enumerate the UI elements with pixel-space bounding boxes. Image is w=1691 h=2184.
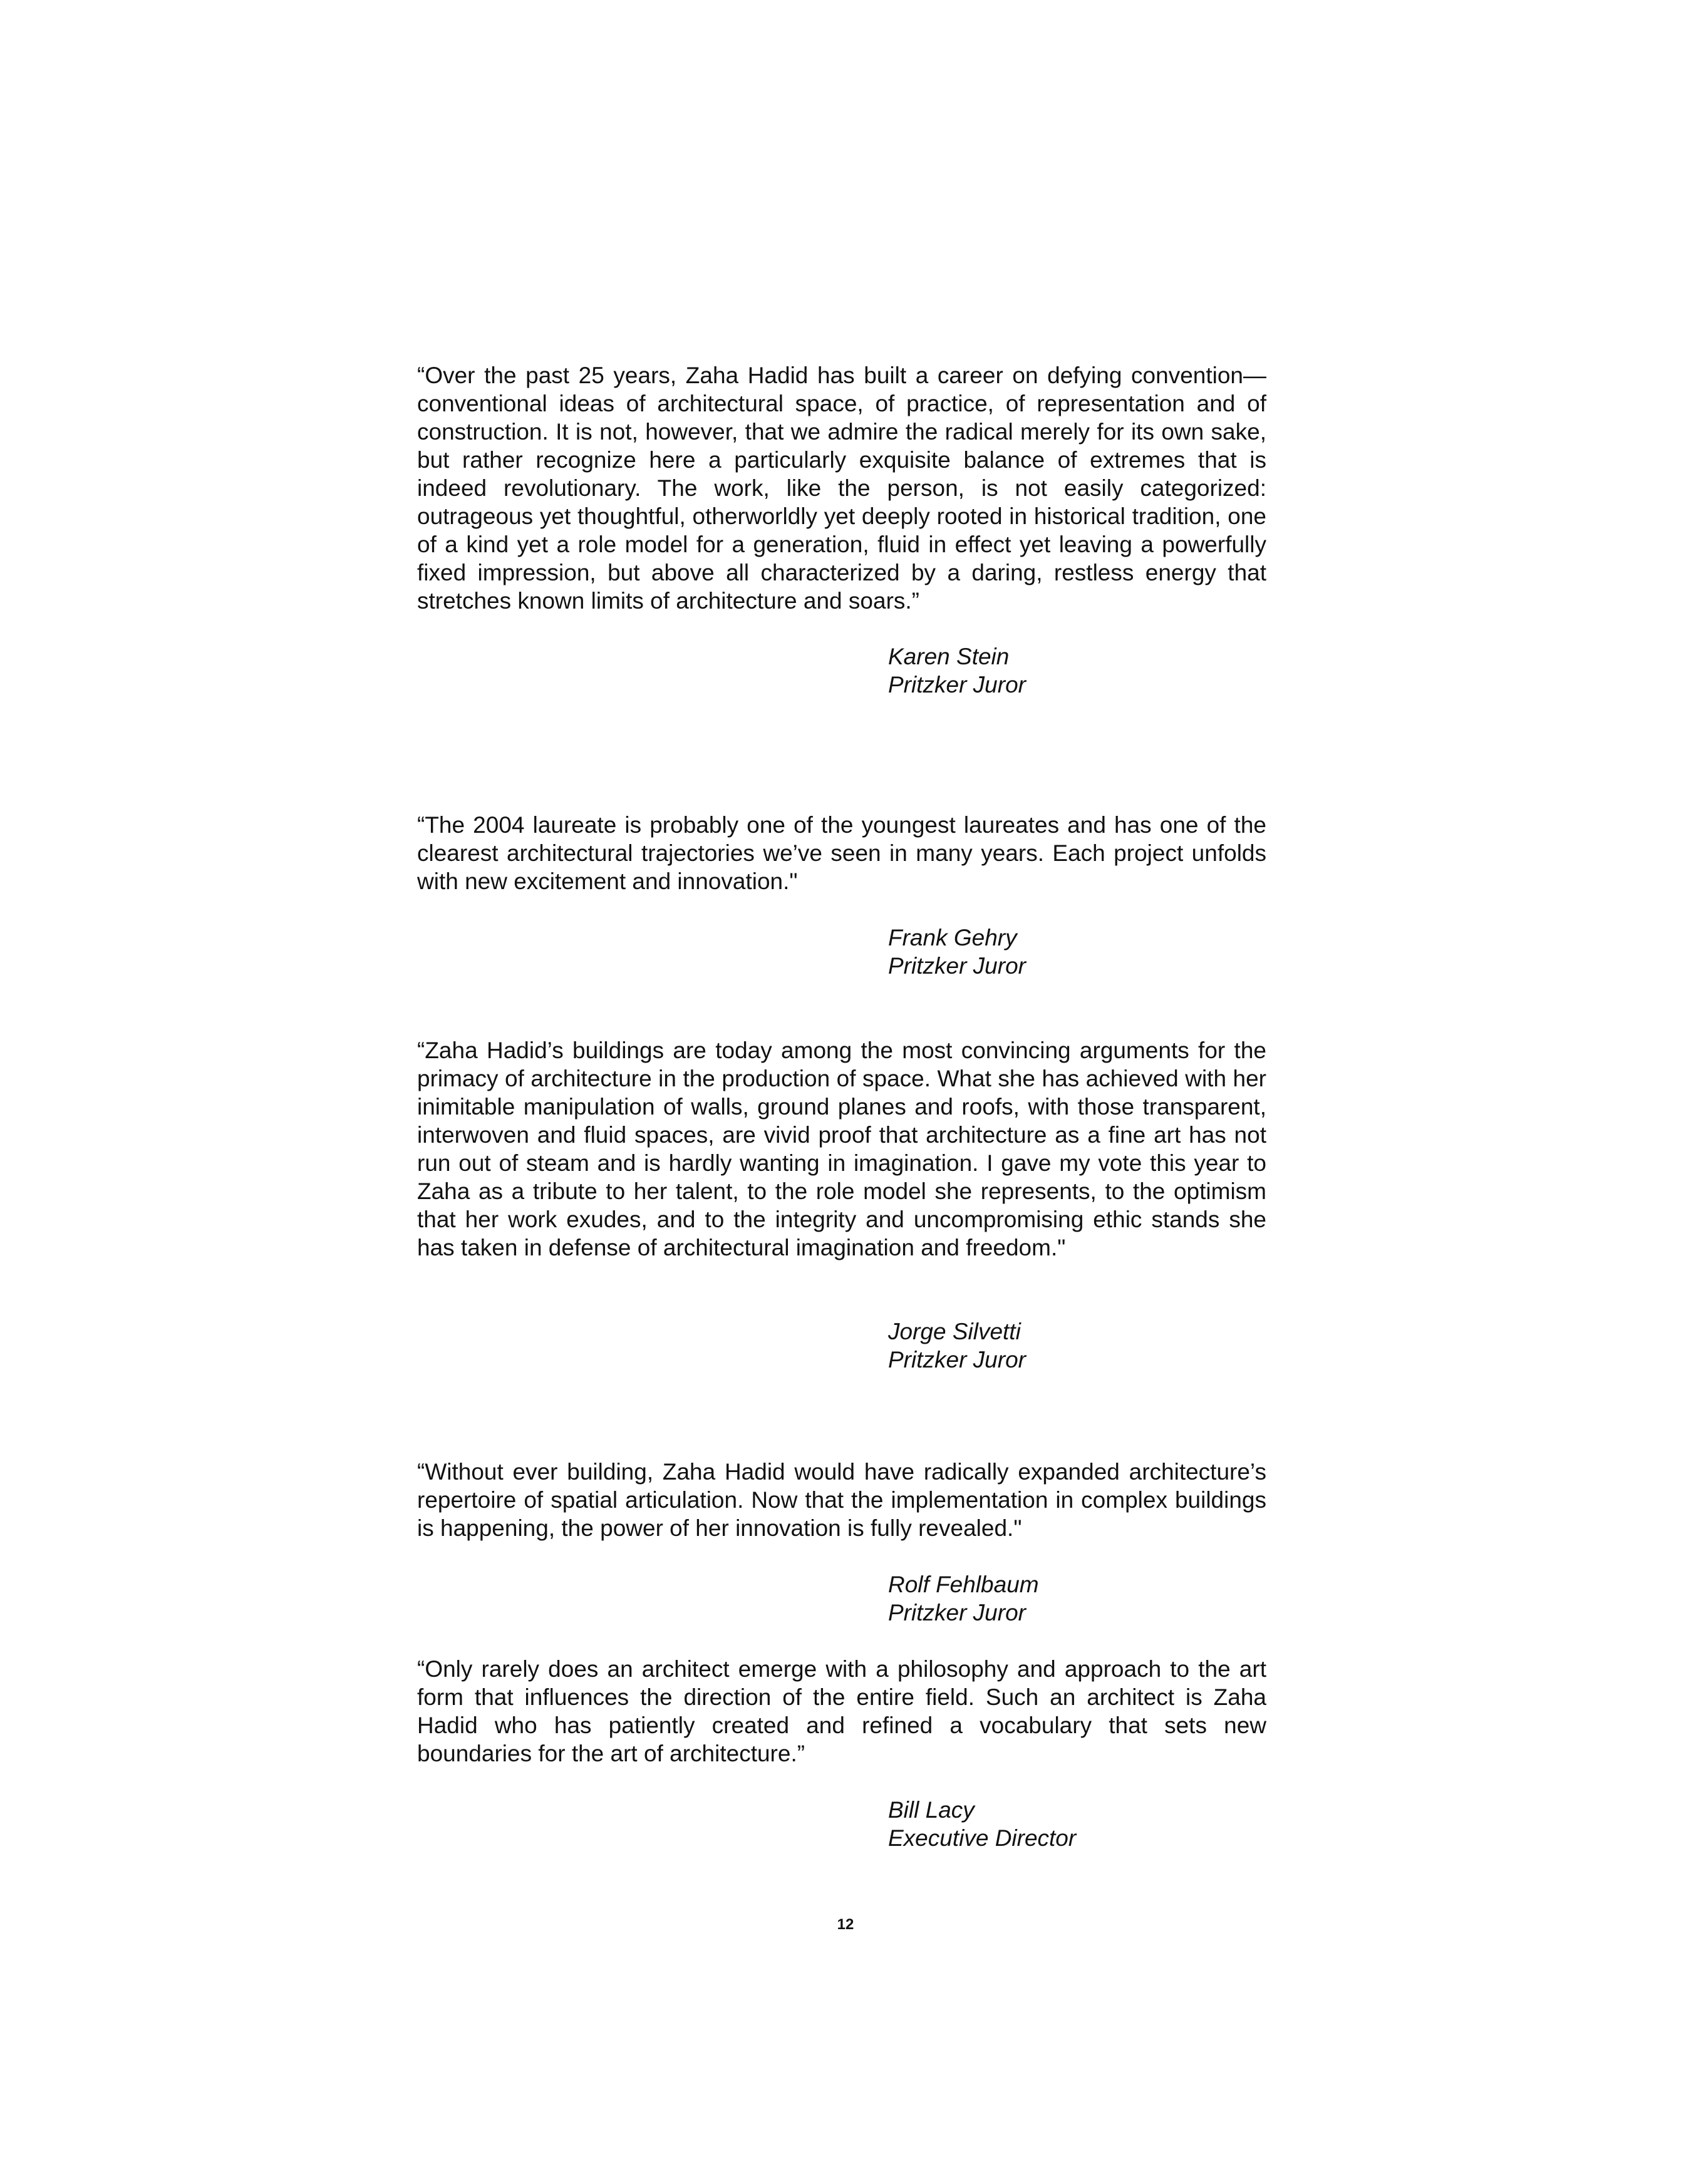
attribution [888, 642, 1026, 699]
attribution-role: Executive Director [888, 1825, 1077, 1851]
quote-text: “The 2004 laureate is probably one of the youngest laureates and has one of the clearest architectural trajectories we’ve seen in many years. Each project unfolds with new excitement and innovation." [417, 812, 1266, 894]
attribution [888, 1570, 1039, 1627]
attribution [888, 1796, 1076, 1852]
attribution-role: Pritzker Juror [888, 1600, 1026, 1625]
page-number: 12 [837, 1916, 854, 1933]
attribution-role: Pritzker Juror [888, 672, 1026, 698]
attribution-name: Bill Lacy [888, 1797, 975, 1823]
attribution [888, 924, 1026, 980]
quote-text: “Only rarely does an architect emerge with a philosophy and approach to the art form that influences the direction of the entire field. Such an architect is Zaha Hadid who has patiently created and refined a vocabulary that sets new boundaries for the art of architecture.” [417, 1656, 1266, 1766]
quote-text: “Without ever building, Zaha Hadid would have radically expanded architecture’s repertoire of spatial articulation. Now that the implementation in complex buildings is happening, the power of her innovation is fully revealed." [417, 1459, 1266, 1541]
attribution-role: Pritzker Juror [888, 1347, 1026, 1373]
attribution-name: Rolf Fehlbaum [888, 1572, 1039, 1597]
attribution-name: Frank Gehry [888, 925, 1017, 950]
attribution-role: Pritzker Juror [888, 953, 1026, 979]
quote-text: “Over the past 25 years, Zaha Hadid has built a career on defying convention—conventional ideas of architectural space, of practice, of representation and of construction. It is not, however, that we admire the radical merely for its own sake, but rather recognize here a particularly exquisite balance of extremes that is indeed revolutionary. The work, like the person, is not easily categorized: outrageous yet thoughtful, otherworldly yet deeply rooted in historical tradition, one of a kind yet a role model for a generation, fluid in effect yet leaving a powerfully fixed impression, but above all characterized by a daring, restless energy that stretches known limits of architecture and soars.” [417, 363, 1266, 614]
attribution-name: Karen Stein [888, 644, 1010, 669]
quote-text: “Zaha Hadid’s buildings are today among the most convincing arguments for the primacy of architecture in the production of space. What she has achieved with her inimitable manipulation of walls, ground planes and roofs, with those transparent, interwoven and fluid spaces, are vivid proof that architecture as a fine art has not run out of steam and is hardly wanting in imagination. I gave my vote this year to Zaha as a tribute to her talent, to the role model she represents, to the optimism that her work exudes, and to the integrity and uncompromising ethic stands she has taken in defense of architectural imagination and freedom." [417, 1038, 1266, 1260]
attribution [888, 1317, 1026, 1374]
attribution-name: Jorge Silvetti [888, 1319, 1021, 1344]
